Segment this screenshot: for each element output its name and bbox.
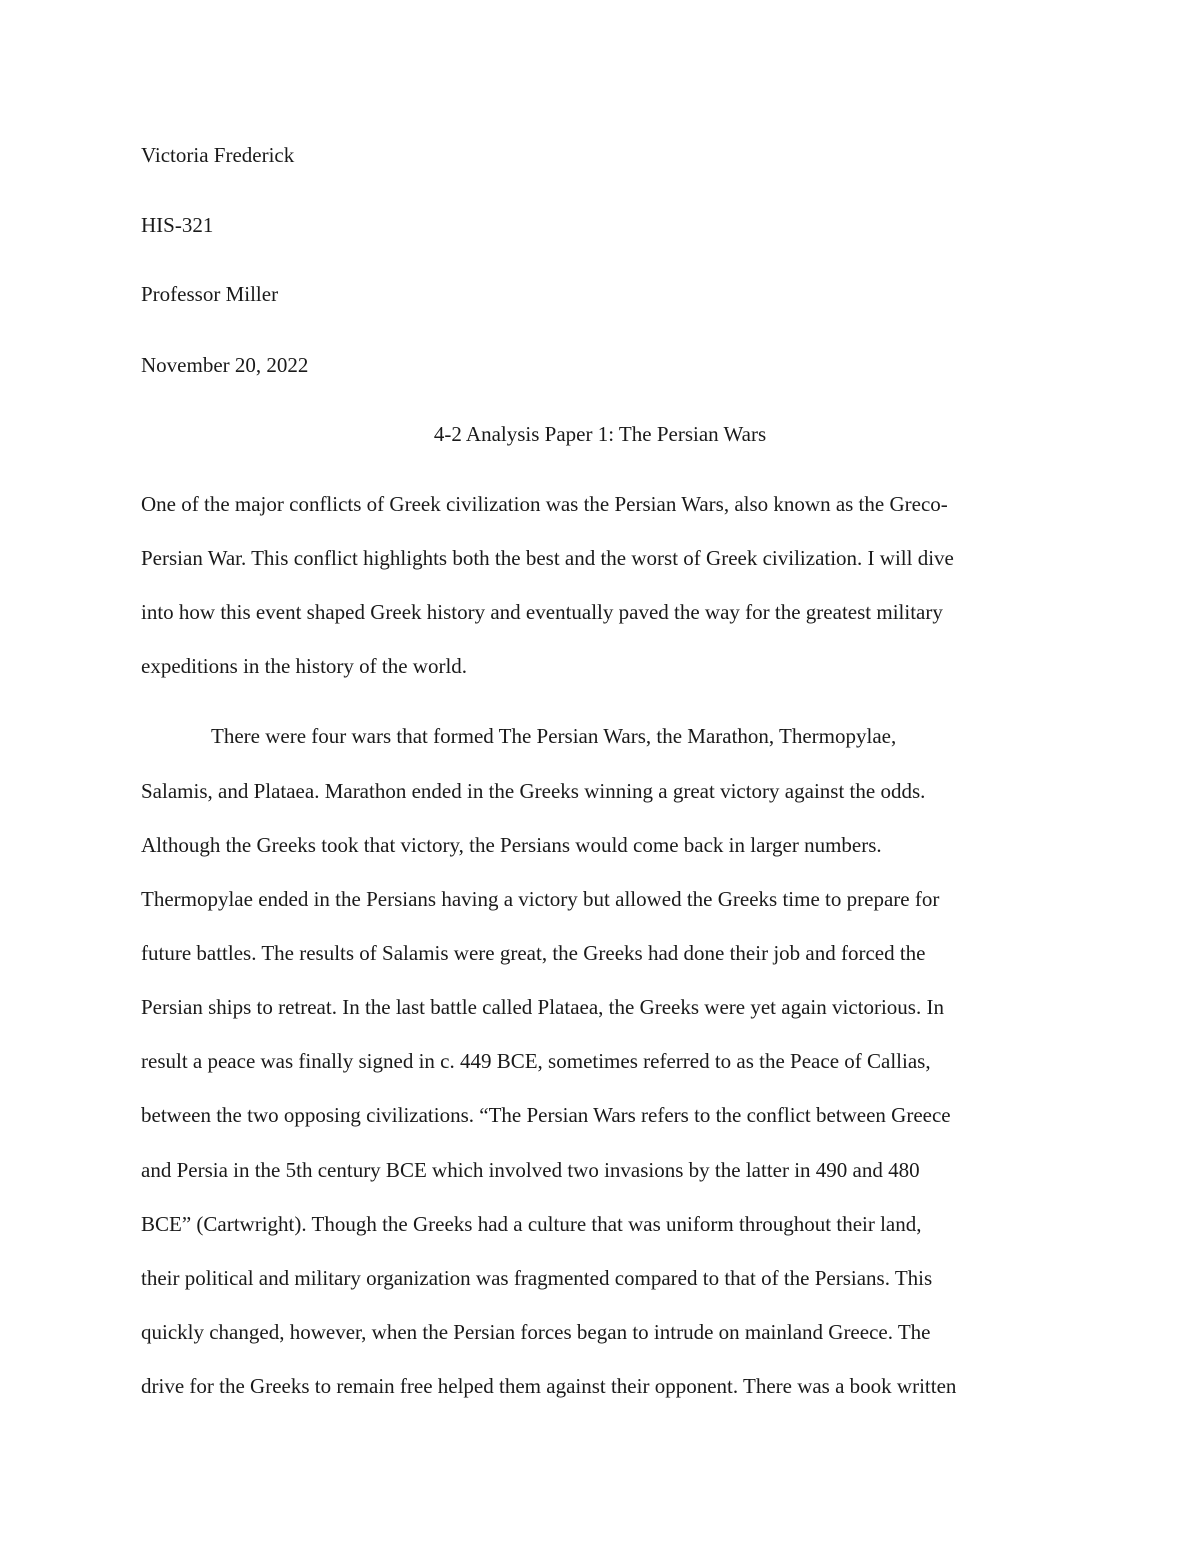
paragraph-2-line: drive for the Greeks to remain free helped them against their opponent. There was a book written xyxy=(141,1374,957,1398)
paragraph-2-line: Persian ships to retreat. In the last battle called Plataea, the Greeks were yet again victorious. In xyxy=(141,995,944,1019)
paragraph-2-line: Although the Greeks took that victory, the Persians would come back in larger numbers. xyxy=(141,833,882,857)
paragraph-1-line: One of the major conflicts of Greek civilization was the Persian Wars, also known as the Greco- xyxy=(141,492,948,516)
paragraph-2-line: between the two opposing civilizations. “The Persian Wars refers to the conflict between Greece xyxy=(141,1103,951,1127)
paragraph-2-line: result a peace was finally signed in c. 449 BCE, sometimes referred to as the Peace of Callias, xyxy=(141,1049,931,1073)
paragraph-1-line: expeditions in the history of the world. xyxy=(141,654,468,678)
paragraph-2-line: BCE” (Cartwright). Though the Greeks had a culture that was uniform throughout their land, xyxy=(141,1212,922,1236)
paragraph-2-line: future battles. The results of Salamis were great, the Greeks had done their job and forced the xyxy=(141,941,926,965)
author-name: Victoria Frederick xyxy=(141,143,295,167)
professor-name: Professor Miller xyxy=(141,282,279,306)
paragraph-2-line: quickly changed, however, when the Persian forces began to intrude on mainland Greece. The xyxy=(141,1320,931,1344)
paragraph-2-line: and Persia in the 5th century BCE which involved two invasions by the latter in 490 and 480 xyxy=(141,1158,920,1182)
paragraph-2-line: Salamis, and Plataea. Marathon ended in the Greeks winning a great victory against the odds. xyxy=(141,779,926,803)
paragraph-2-line: There were four wars that formed The Persian Wars, the Marathon, Thermopylae, xyxy=(211,724,897,748)
paragraph-2-line: Thermopylae ended in the Persians having a victory but allowed the Greeks time to prepare for xyxy=(141,887,940,911)
paragraph-1-line: into how this event shaped Greek history and eventually paved the way for the greatest military xyxy=(141,600,943,624)
paragraph-2-line: their political and military organization was fragmented compared to that of the Persians. This xyxy=(141,1266,933,1290)
course-code: HIS-321 xyxy=(141,213,214,237)
submission-date: November 20, 2022 xyxy=(141,353,309,377)
paragraph-1-line: Persian War. This conflict highlights both the best and the worst of Greek civilization. I will dive xyxy=(141,546,954,570)
paper-title: 4-2 Analysis Paper 1: The Persian Wars xyxy=(433,422,767,446)
